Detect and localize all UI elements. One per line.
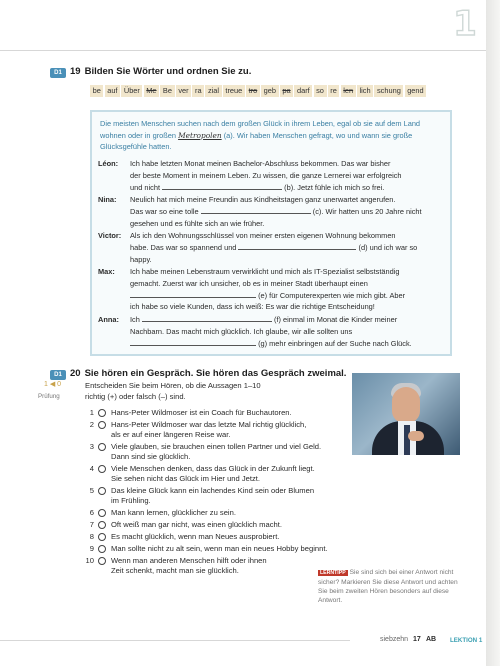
statement-text bbox=[111, 408, 381, 418]
lesson-label: LEKTION 1 bbox=[450, 637, 483, 644]
speech-fragment: (e) für Computerexperten wie mich gibt. Aber bbox=[258, 290, 406, 300]
syllable-chip: lich bbox=[357, 85, 373, 97]
dialogue-victor bbox=[98, 230, 448, 266]
speech-line bbox=[130, 182, 448, 194]
statement-line: Es macht glücklich, wenn man Neues ausprobiert. bbox=[111, 532, 280, 541]
page-edge-shade bbox=[486, 0, 500, 666]
statement-number: 3 bbox=[89, 442, 94, 451]
answer-circle[interactable] bbox=[98, 509, 106, 517]
statement-line: Das kleine Glück kann ein lachendes Kind sein oder Blumen bbox=[111, 486, 315, 495]
statement-line: Dann sind sie glücklich. bbox=[111, 452, 191, 462]
statement-line: Viele Menschen denken, dass das Glück in der Zukunft liegt. bbox=[111, 464, 315, 473]
statement-item bbox=[84, 508, 384, 519]
syllable-chip: Über bbox=[121, 85, 142, 97]
syllable-chip: ver bbox=[176, 85, 191, 97]
speech-line: Als ich den Wohnungsschlüssel von meiner ersten eigenen Wohnung bekommen bbox=[130, 231, 396, 240]
chapter-number: 1 bbox=[453, 4, 477, 44]
statement-item bbox=[84, 532, 384, 543]
statement-line: im Frühling. bbox=[111, 496, 151, 506]
speech-fragment: Das war so eine tolle bbox=[130, 206, 199, 216]
statement-item bbox=[84, 420, 384, 442]
syllable-chip: re bbox=[328, 85, 340, 97]
syllable-chip: Me bbox=[144, 85, 159, 97]
statement-line: Zeit schenkt, macht man sie glücklich. bbox=[111, 566, 239, 576]
statement-number: 10 bbox=[85, 556, 94, 565]
statement-number: 9 bbox=[89, 544, 94, 553]
statement-number: 7 bbox=[89, 520, 94, 529]
syllable-chip: darf bbox=[294, 85, 312, 97]
intro-example-answer: Metropolen bbox=[178, 130, 222, 140]
speech-line bbox=[130, 290, 448, 302]
syllable-chip: auf bbox=[105, 85, 120, 97]
tip-text: Sie sind sich bei einer Antwort nicht sicher? Markieren Sie diese Antwort und achten Sie beim zweiten Hören besonders auf diese Antwort. bbox=[318, 569, 458, 604]
tip-badge: LERNTIPP bbox=[320, 570, 346, 576]
exercise-19-tag: D1 bbox=[50, 68, 66, 78]
audio-track-icon[interactable]: 1 ◀ 0 bbox=[44, 381, 62, 388]
speech-fragment: (b). Jetzt fühle ich mich so frei. bbox=[284, 182, 385, 192]
statement-line: Hans-Peter Wildmoser war das letzte Mal richtig glücklich, bbox=[111, 420, 307, 429]
answer-blank-f[interactable] bbox=[142, 314, 272, 322]
statement-text bbox=[111, 508, 381, 518]
exam-label: Prüfung bbox=[38, 393, 60, 400]
speech-line: ich habe so viele Kunden, dass ich weiß: Es war die richtige Entscheidung! bbox=[130, 302, 375, 312]
answer-circle[interactable] bbox=[98, 421, 106, 429]
speech-line: Neulich hat mich meine Freundin aus Kindheitstagen ganz unerwartet angerufen. bbox=[130, 195, 396, 204]
instruction-line-1: Entscheiden Sie beim Hören, ob die Aussagen 1–10 bbox=[85, 381, 261, 390]
answer-circle[interactable] bbox=[98, 557, 106, 565]
answer-circle[interactable] bbox=[98, 443, 106, 451]
speech-line: Nachbarn. Das macht mich glücklich. Ich glaube, wir alle sollten uns bbox=[130, 326, 353, 336]
syllable-chip: geb bbox=[261, 85, 279, 97]
speaker-label: Victor: bbox=[98, 231, 122, 240]
statement-line: Man kann lernen, glücklicher zu sein. bbox=[111, 508, 236, 517]
speech-fragment: (d) und ich war so bbox=[358, 242, 418, 252]
speech-line bbox=[130, 338, 448, 350]
speech-text bbox=[130, 194, 448, 229]
syllable-chip: tro bbox=[246, 85, 260, 97]
statement-number: 5 bbox=[89, 486, 94, 495]
dialogue-anna bbox=[98, 314, 448, 350]
exercise-20-number: 20 bbox=[70, 368, 81, 379]
answer-blank-d[interactable] bbox=[238, 242, 356, 250]
photo-head bbox=[392, 387, 420, 423]
statement-text bbox=[111, 420, 381, 440]
syllable-chip: gend bbox=[405, 85, 427, 97]
answer-circle[interactable] bbox=[98, 465, 106, 473]
speaker-label: Anna: bbox=[98, 315, 119, 324]
statement-number: 8 bbox=[89, 532, 94, 541]
speech-fragment: habe. Das war so spannend und bbox=[130, 242, 237, 252]
syllable-list bbox=[90, 85, 440, 97]
syllable-chip: Be bbox=[160, 85, 174, 97]
footer-rule bbox=[0, 640, 350, 641]
speaker-label: Léon: bbox=[98, 159, 119, 168]
speech-text bbox=[130, 158, 448, 193]
statement-item bbox=[84, 544, 384, 555]
speech-text bbox=[130, 230, 448, 265]
dialogue-intro bbox=[100, 118, 444, 153]
intro-text-b: (a). Wir haben Menschen gefragt, wo und wann sie große Glücksgefühle hatten. bbox=[100, 130, 413, 151]
speech-fragment: (c). Wir hatten uns 20 Jahre nicht bbox=[312, 206, 422, 216]
speech-line bbox=[130, 242, 448, 254]
statement-text bbox=[111, 520, 381, 530]
instruction-line-2: richtig (+) oder falsch (–) sind. bbox=[85, 392, 186, 401]
speaker-label: Nina: bbox=[98, 195, 117, 204]
statement-number: 1 bbox=[89, 408, 94, 417]
exercise-19-heading: Bilden Sie Wörter und ordnen Sie zu. bbox=[84, 66, 252, 77]
speech-text bbox=[130, 266, 448, 313]
statement-item bbox=[84, 464, 384, 486]
answer-blank-b[interactable] bbox=[162, 182, 282, 190]
statement-line: Oft weiß man gar nicht, was einen glücklich macht. bbox=[111, 520, 282, 529]
statement-text bbox=[111, 442, 381, 462]
statement-item bbox=[84, 520, 384, 531]
exercise-19-number: 19 bbox=[70, 66, 81, 77]
exercise-20-title bbox=[70, 368, 346, 379]
answer-circle[interactable] bbox=[98, 409, 106, 417]
syllable-chip: len bbox=[341, 85, 356, 97]
statement-line: Hans-Peter Wildmoser ist ein Coach für Buchautoren. bbox=[111, 408, 292, 417]
learning-tip bbox=[318, 568, 468, 605]
speech-text bbox=[130, 314, 448, 349]
exercise-20-tag: D1 bbox=[50, 370, 66, 380]
speech-line: happy. bbox=[130, 254, 152, 264]
statement-text bbox=[111, 486, 381, 506]
answer-blank-g[interactable] bbox=[130, 338, 256, 346]
statement-number: 2 bbox=[89, 420, 94, 429]
page-word: siebzehn bbox=[380, 636, 409, 643]
statement-item bbox=[84, 486, 384, 508]
statement-line: Man sollte nicht zu alt sein, wenn man ein neues Hobby beginnt. bbox=[111, 544, 328, 553]
speech-line bbox=[130, 314, 448, 326]
answer-circle[interactable] bbox=[98, 487, 106, 495]
syllable-chip: treue bbox=[223, 85, 245, 97]
exercise-20-heading: Sie hören ein Gespräch. Sie hören das Gespräch zweimal. bbox=[84, 368, 347, 379]
dialogue-max bbox=[98, 266, 448, 314]
syllable-chip: be bbox=[90, 85, 103, 97]
statement-text bbox=[111, 464, 381, 484]
intro-text-a: Die meisten Menschen suchen nach dem großen Glück in ihrem Leben, egal ob sie auf dem Land wohnen oder in großen bbox=[100, 119, 421, 140]
speech-fragment: (g) mehr einbringen auf der Suche nach Glück. bbox=[258, 338, 412, 348]
speech-line bbox=[130, 206, 448, 218]
answer-circle[interactable] bbox=[98, 521, 106, 529]
syllable-chip: pa bbox=[280, 85, 293, 97]
statement-line: Wenn man anderen Menschen hilft oder ihnen bbox=[111, 556, 267, 565]
statement-item bbox=[84, 408, 384, 419]
speech-line: Ich habe meinen Lebenstraum verwirklicht und mich als IT-Spezialist selbstständig bbox=[130, 267, 400, 276]
book-label: AB bbox=[426, 636, 437, 643]
answer-blank-e[interactable] bbox=[130, 290, 256, 298]
syllable-chip: schung bbox=[374, 85, 403, 97]
dialogue-leon bbox=[98, 158, 448, 194]
syllable-chip: zial bbox=[205, 85, 221, 97]
statement-item bbox=[84, 442, 384, 464]
answer-circle[interactable] bbox=[98, 545, 106, 553]
speech-line: der beste Moment in meinem Leben. Zu wissen, die ganze Lernerei war erfolgreich bbox=[130, 170, 402, 180]
statement-line: Sie sehen nicht das Glück im Hier und Jetzt. bbox=[111, 474, 260, 484]
speaker-label: Max: bbox=[98, 267, 115, 276]
statement-line: als er auf einer längeren Reise war. bbox=[111, 430, 231, 440]
photo-hand bbox=[408, 431, 424, 441]
speech-line: Ich habe letzten Monat meinen Bachelor-Abschluss bekommen. Das war bisher bbox=[130, 159, 391, 168]
speech-line: gemacht. Zuerst war ich unsicher, ob es in meiner Stadt überhaupt einen bbox=[130, 278, 368, 288]
statement-text bbox=[111, 544, 381, 554]
speech-fragment: und nicht bbox=[130, 182, 160, 192]
speech-fragment: Ich bbox=[130, 315, 140, 324]
answer-circle[interactable] bbox=[98, 533, 106, 541]
syllable-chip: ra bbox=[192, 85, 204, 97]
statement-number: 6 bbox=[89, 508, 94, 517]
statement-number: 4 bbox=[89, 464, 94, 473]
statement-line: Viele glauben, sie brauchen einen tollen Partner und viel Geld. bbox=[111, 442, 322, 451]
dialogue-nina bbox=[98, 194, 448, 230]
exercise-19-title bbox=[70, 66, 251, 77]
speech-line: gesehen und es fühlte sich an wie früher. bbox=[130, 218, 265, 228]
statement-text bbox=[111, 532, 381, 542]
syllable-chip: so bbox=[314, 85, 327, 97]
dialogue-box bbox=[90, 110, 452, 356]
page-number: 17 bbox=[413, 636, 421, 643]
header-rule bbox=[0, 50, 486, 51]
speech-fragment: (f) einmal im Monat die Kinder meiner bbox=[273, 315, 398, 324]
answer-blank-c[interactable] bbox=[201, 206, 311, 214]
